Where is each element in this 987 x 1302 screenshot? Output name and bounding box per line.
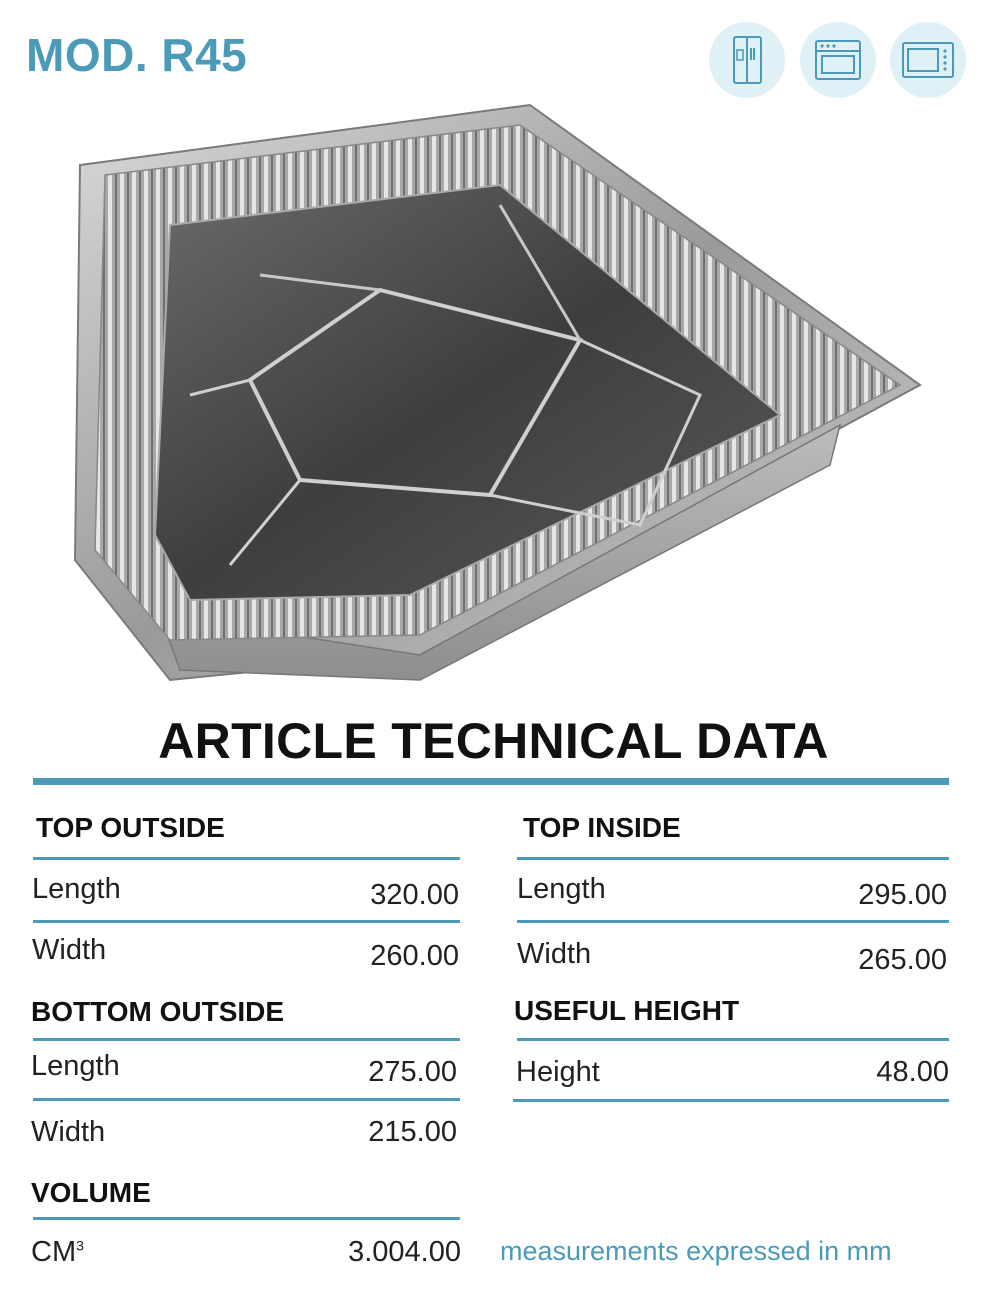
- model-title: MOD. R45: [26, 29, 248, 81]
- group-title-top-outside: TOP OUTSIDE: [36, 812, 225, 843]
- row-label: Width: [517, 938, 592, 970]
- divider: [33, 920, 460, 923]
- row-value: 275.00: [368, 1056, 457, 1088]
- group-title-volume: VOLUME: [31, 1177, 151, 1208]
- row-label: Length: [32, 873, 121, 905]
- row-label: $CM^3$: [31, 1236, 84, 1268]
- divider: [517, 1038, 949, 1041]
- row-value: 295.00: [858, 879, 947, 911]
- usage-icons: [709, 22, 967, 100]
- row-label: Width: [32, 934, 107, 966]
- group-title-bottom-outside: BOTTOM OUTSIDE: [31, 996, 285, 1027]
- oven-icon: [800, 22, 876, 98]
- row-label: Length: [31, 1050, 120, 1082]
- row-value: 260.00: [370, 940, 459, 972]
- divider: [517, 857, 949, 860]
- section-title: ARTICLE TECHNICAL DATA: [158, 713, 829, 769]
- divider: [33, 1038, 460, 1041]
- divider: [33, 857, 460, 860]
- divider: [517, 920, 949, 923]
- row-value: 320.00: [370, 879, 459, 911]
- divider: [33, 1217, 460, 1220]
- group-title-top-inside: TOP INSIDE: [523, 812, 681, 843]
- aluminum-tray-image: [60, 95, 930, 690]
- divider: [513, 1099, 949, 1102]
- divider: [33, 1098, 460, 1101]
- row-value: 48.00: [876, 1056, 949, 1088]
- row-label: Width: [31, 1116, 106, 1148]
- refrigerator-icon: [709, 22, 785, 98]
- row-value: 3.004.00: [348, 1236, 461, 1268]
- row-label: Length: [517, 873, 606, 905]
- title-divider: [33, 778, 949, 785]
- group-title-useful-height: USEFUL HEIGHT: [514, 995, 740, 1026]
- row-value: 215.00: [368, 1116, 457, 1148]
- row-label: Height: [516, 1056, 600, 1088]
- row-value: 265.00: [858, 944, 947, 976]
- units-note: measurements expressed in mm: [500, 1236, 892, 1266]
- microwave-icon: [890, 22, 966, 98]
